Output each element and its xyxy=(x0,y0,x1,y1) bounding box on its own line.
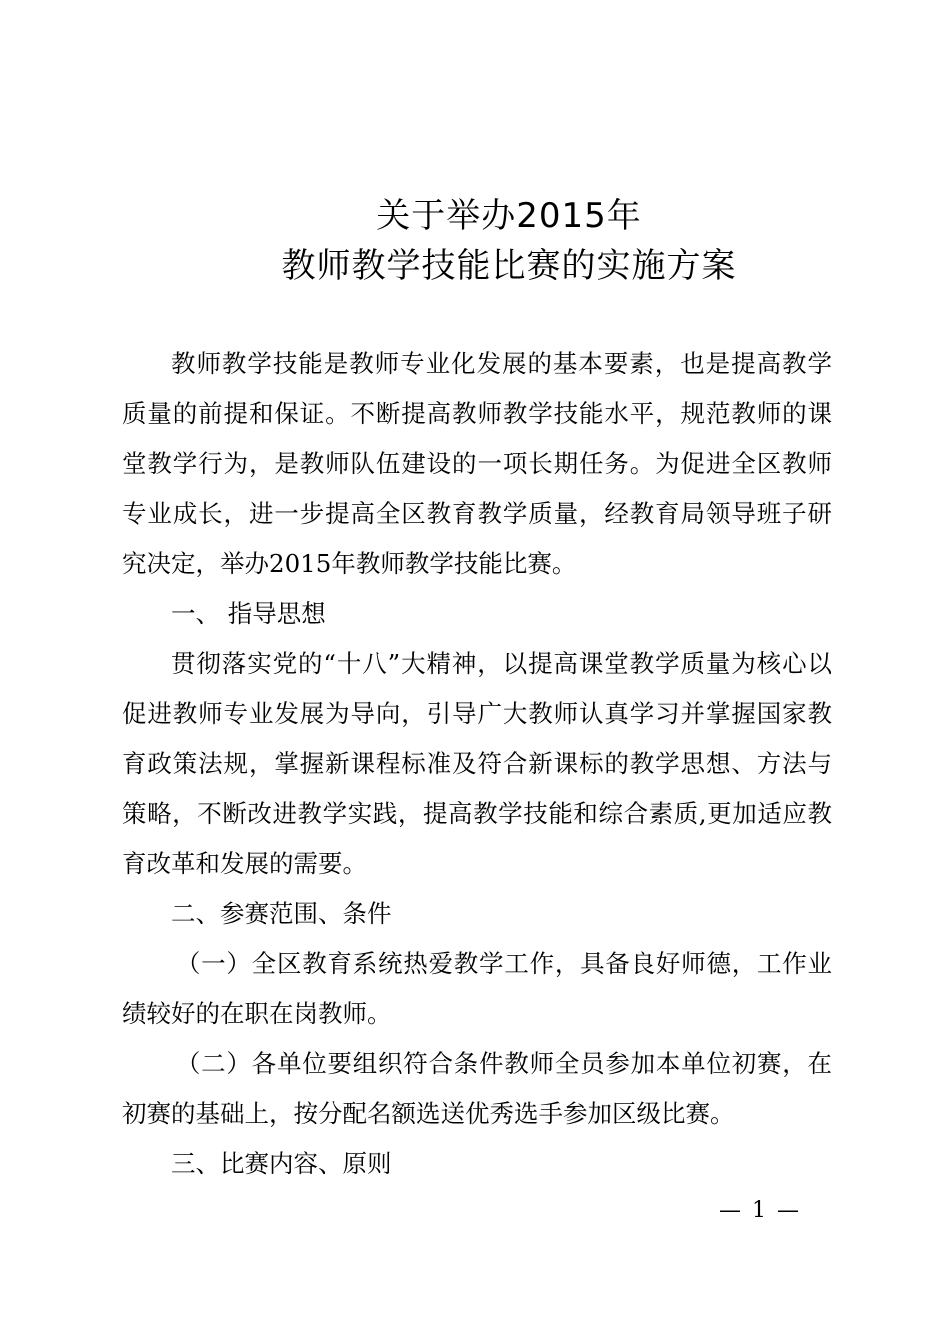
condition-item-1: （一）全区教育系统热爱教学工作，具备良好师德，工作业绩较好的在职在岗教师。 xyxy=(122,949,832,1028)
intro-paragraph: 教师教学技能是教师专业化发展的基本要素，也是提高教学质量的前提和保证。不断提高教师教学技能水平，规范教师的课堂教学行为，是教师队伍建设的一项长期任务。为促进全区教师专业成长，进一步提高全区教育教学质量，经教育局领导班子研究决定，举办2015年教师教学技能比赛。 xyxy=(122,349,832,578)
condition-item-2: （二）各单位要组织符合条件教师全员参加本单位初赛，在初赛的基础上，按分配名额选送优秀选手参加区级比赛。 xyxy=(122,1049,832,1128)
document-body xyxy=(122,339,832,1189)
section-heading-scope-conditions: 二、参赛范围、条件 xyxy=(171,899,392,928)
guiding-ideology-paragraph: 贯彻落实党的“十八”大精神，以提高课堂教学质量为核心以促进教师专业发展为导向，引导广大教师认真学习并掌握国家教育政策法规，掌握新课程标准及符合新课标的教学思想、方法与策略，不断改进教学实践，提高教学技能和综合素质,更加适应教育改革和发展的需要。 xyxy=(122,649,832,878)
section-heading-content-principles: 三、比赛内容、原则 xyxy=(171,1149,392,1178)
section-heading-guiding-ideology: 一、 指导思想 xyxy=(171,599,326,628)
document-title-line-1: 关于举办2015年 xyxy=(376,196,642,236)
page-number: — 1 — xyxy=(719,1198,801,1223)
document-title-line-2: 教师教学技能比赛的实施方案 xyxy=(281,246,737,286)
